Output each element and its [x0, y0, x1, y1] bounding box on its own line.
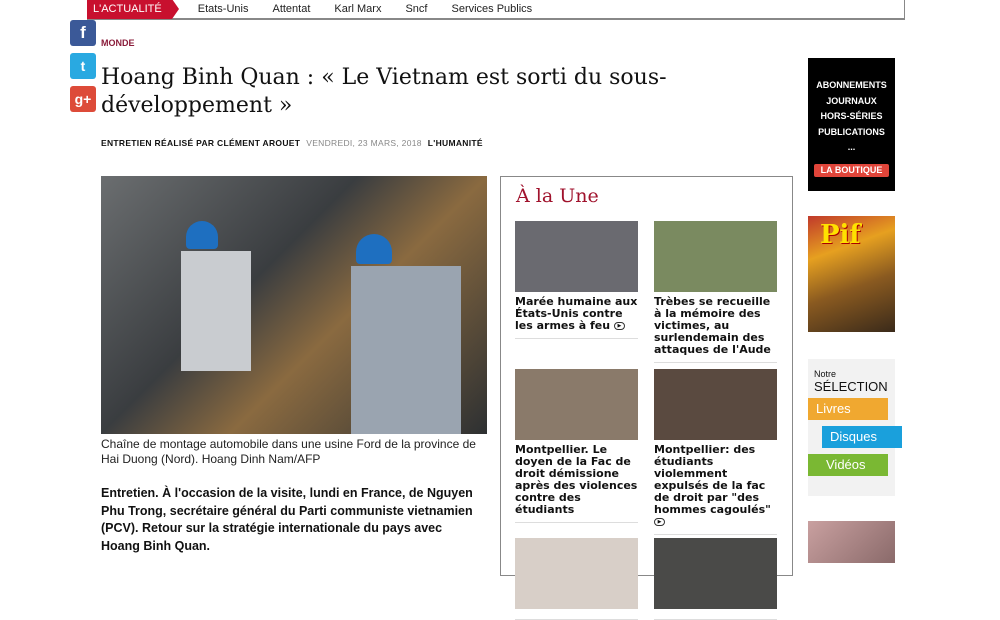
a-la-une-box: [500, 176, 793, 576]
a-la-une-title: À la Une: [516, 185, 599, 207]
author: ENTRETIEN RÉALISÉ PAR CLÉMENT AROUET: [101, 138, 301, 148]
selection-small: Notre: [814, 369, 837, 379]
card-title[interactable]: Montpellier: des étudiants violemment expulsés de la fac de droit par "des hommes cagoulés" ▶: [654, 443, 771, 525]
googleplus-share-icon[interactable]: g+: [70, 86, 96, 112]
nav-label[interactable]: L'ACTUALITÉ: [87, 0, 172, 19]
byline: [101, 138, 483, 148]
une-card[interactable]: [654, 369, 777, 535]
une-card[interactable]: [654, 538, 777, 620]
disques-button[interactable]: Disques: [822, 426, 902, 448]
ad-line: JOURNAUX: [826, 95, 877, 106]
helmet-shape: [356, 234, 392, 264]
card-thumbnail[interactable]: [654, 538, 777, 609]
ad-line: ...: [847, 142, 856, 152]
boutique-button[interactable]: LA BOUTIQUE: [814, 164, 889, 177]
boutique-ad[interactable]: [808, 58, 895, 191]
article-lead: Entretien. À l'occasion de la visite, lundi en France, de Nguyen Phu Trong, secrétaire général du Parti communiste vietnamien (PCV). Retour sur la stratégie internationale du pays avec Hoang Binh Quan.: [101, 486, 473, 553]
ad-line: PUBLICATIONS: [818, 126, 885, 137]
pif-logo: Pif: [820, 220, 861, 250]
twitter-share-icon[interactable]: t: [70, 53, 96, 79]
worker-shape: [351, 266, 461, 434]
card-title[interactable]: Trèbes se recueille à la mémoire des victimes, au surlendemain des attaques de l'Aude: [654, 295, 771, 356]
facebook-share-icon[interactable]: f: [70, 20, 96, 46]
nav-item[interactable]: Etats-Unis: [197, 3, 249, 15]
card-thumbnail[interactable]: [515, 369, 638, 440]
card-thumbnail[interactable]: [515, 221, 638, 292]
ad-line: HORS-SÉRIES: [820, 111, 883, 121]
photo-caption: Chaîne de montage automobile dans une usine Ford de la province de Hai Duong (Nord). Hoang Dinh Nam/AFP: [101, 437, 476, 466]
worker-shape: [181, 251, 251, 371]
nav-item[interactable]: Sncf: [405, 3, 428, 15]
source: L'HUMANITÉ: [427, 138, 483, 148]
livres-button[interactable]: Livres: [808, 398, 888, 420]
section-label[interactable]: MONDE: [101, 38, 135, 48]
selection-ad: [808, 359, 895, 496]
videos-button[interactable]: Vidéos: [808, 454, 888, 476]
card-title[interactable]: Montpellier. Le doyen de la Fac de droit démissione après des violences contre des étudiants: [515, 443, 638, 516]
ad-line: ABONNEMENTS: [816, 80, 887, 90]
ad-image[interactable]: [808, 521, 895, 563]
page-title: Hoang Binh Quan : « Le Vietnam est sorti du sous-développement »: [101, 65, 667, 118]
une-card[interactable]: [515, 369, 638, 523]
une-card[interactable]: [654, 221, 777, 363]
card-thumbnail[interactable]: [515, 538, 638, 609]
nav-item[interactable]: Karl Marx: [334, 3, 382, 15]
video-play-icon: ▶: [614, 322, 625, 330]
nav-item[interactable]: Services Publics: [451, 3, 533, 15]
card-title[interactable]: Marée humaine aux États-Unis contre les armes à feu ▶: [515, 295, 638, 332]
card-thumbnail[interactable]: [654, 369, 777, 440]
video-play-icon: ▶: [654, 518, 665, 526]
top-nav: [87, 0, 905, 20]
une-card[interactable]: [515, 538, 638, 620]
article-photo: [101, 176, 487, 434]
selection-title: SÉLECTION: [814, 379, 888, 394]
card-thumbnail[interactable]: [654, 221, 777, 292]
pif-ad[interactable]: [808, 216, 895, 332]
date: VENDREDI, 23 MARS, 2018: [306, 138, 422, 148]
une-card[interactable]: [515, 221, 638, 339]
helmet-shape: [186, 221, 218, 249]
nav-item[interactable]: Attentat: [272, 3, 311, 15]
